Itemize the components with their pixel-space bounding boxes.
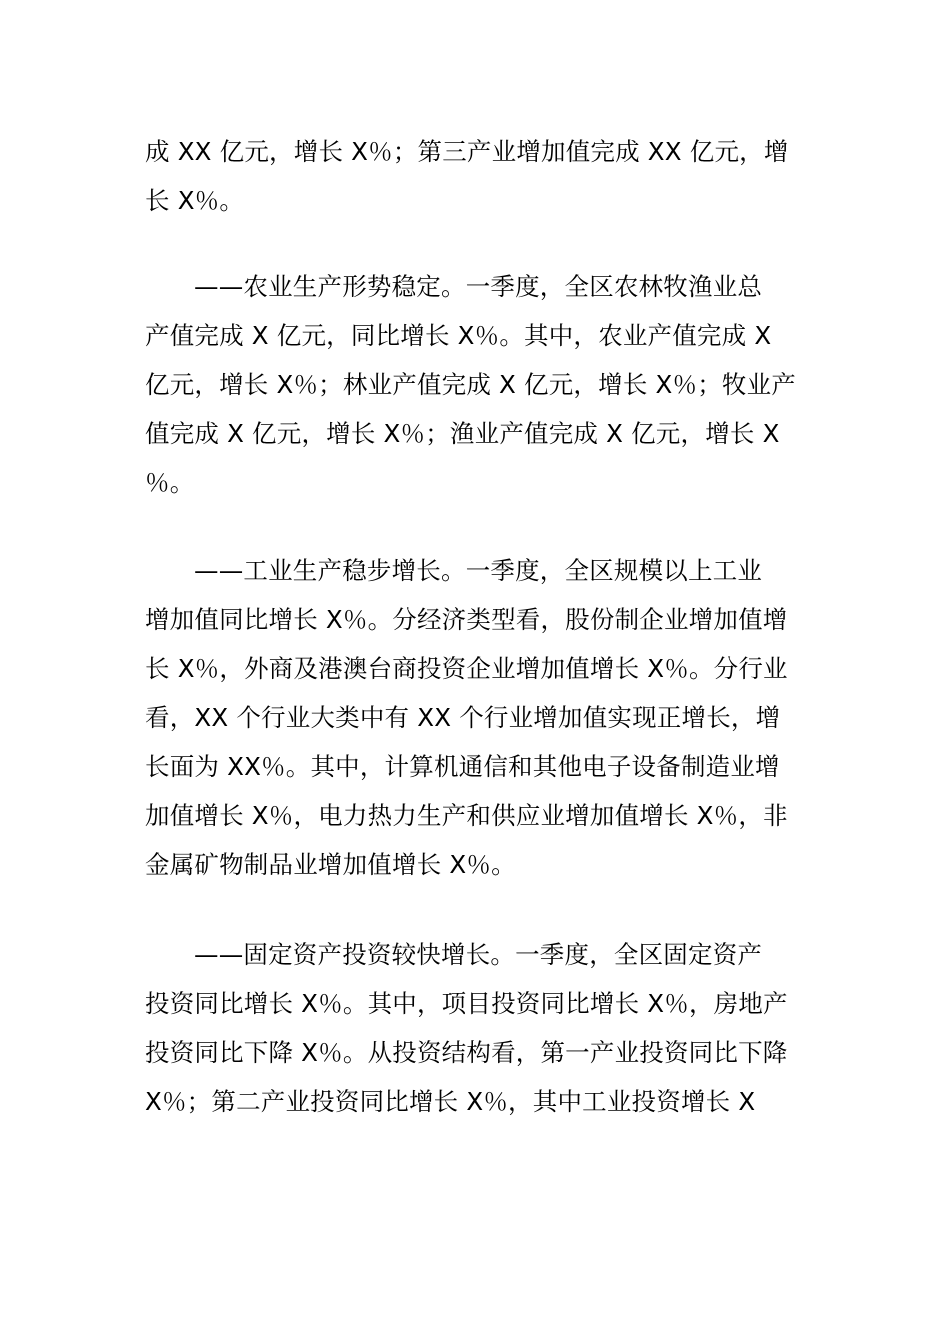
text-line: 亿元，增长 X％；林业产值完成 X 亿元，增长 X％；牧业产	[145, 370, 797, 399]
text-line: 长面为 XX％。其中，计算机通信和其他电子设备制造业增	[145, 752, 780, 781]
text-line: 值完成 X 亿元，增长 X％；渔业产值完成 X 亿元，增长 X	[145, 419, 780, 448]
text-line: ——固定资产投资较快增长。一季度，全区固定资产	[194, 940, 763, 969]
text-line: 加值增长 X％，电力热力生产和供应业增加值增长 X％，非	[145, 801, 788, 830]
paragraph-fixed-asset-investment	[145, 930, 810, 1126]
paragraph-agriculture	[145, 262, 810, 507]
text-line: ——工业生产稳步增长。一季度，全区规模以上工业	[194, 556, 763, 585]
text-line: 投资同比下降 X％。从投资结构看，第一产业投资同比下降	[145, 1038, 788, 1067]
text-line: 长 X％，外商及港澳台商投资企业增加值增长 X％。分行业	[145, 654, 788, 683]
text-line: 看，XX 个行业大类中有 XX 个行业增加值实现正增长，增	[145, 703, 781, 732]
text-line: ％。	[145, 468, 195, 497]
paragraph-industry	[145, 546, 810, 889]
text-line: 金属矿物制品业增加值增长 X％。	[145, 850, 516, 879]
text-line: ——农业生产形势稳定。一季度，全区农林牧渔业总	[194, 272, 763, 301]
text-line: 投资同比增长 X％。其中，项目投资同比增长 X％，房地产	[145, 989, 788, 1018]
text-line: 产值完成 X 亿元，同比增长 X％。其中，农业产值完成 X	[145, 321, 772, 350]
text-line: 增加值同比增长 X％。分经济类型看，股份制企业增加值增	[145, 605, 788, 634]
text-line: X％；第二产业投资同比增长 X％，其中工业投资增长 X	[145, 1087, 756, 1116]
text-line: 成 XX 亿元，增长 X％；第三产业增加值完成 XX 亿元，增	[145, 137, 789, 166]
paragraph-tertiary-industry	[145, 127, 810, 225]
text-line: 长 X％。	[145, 186, 245, 215]
